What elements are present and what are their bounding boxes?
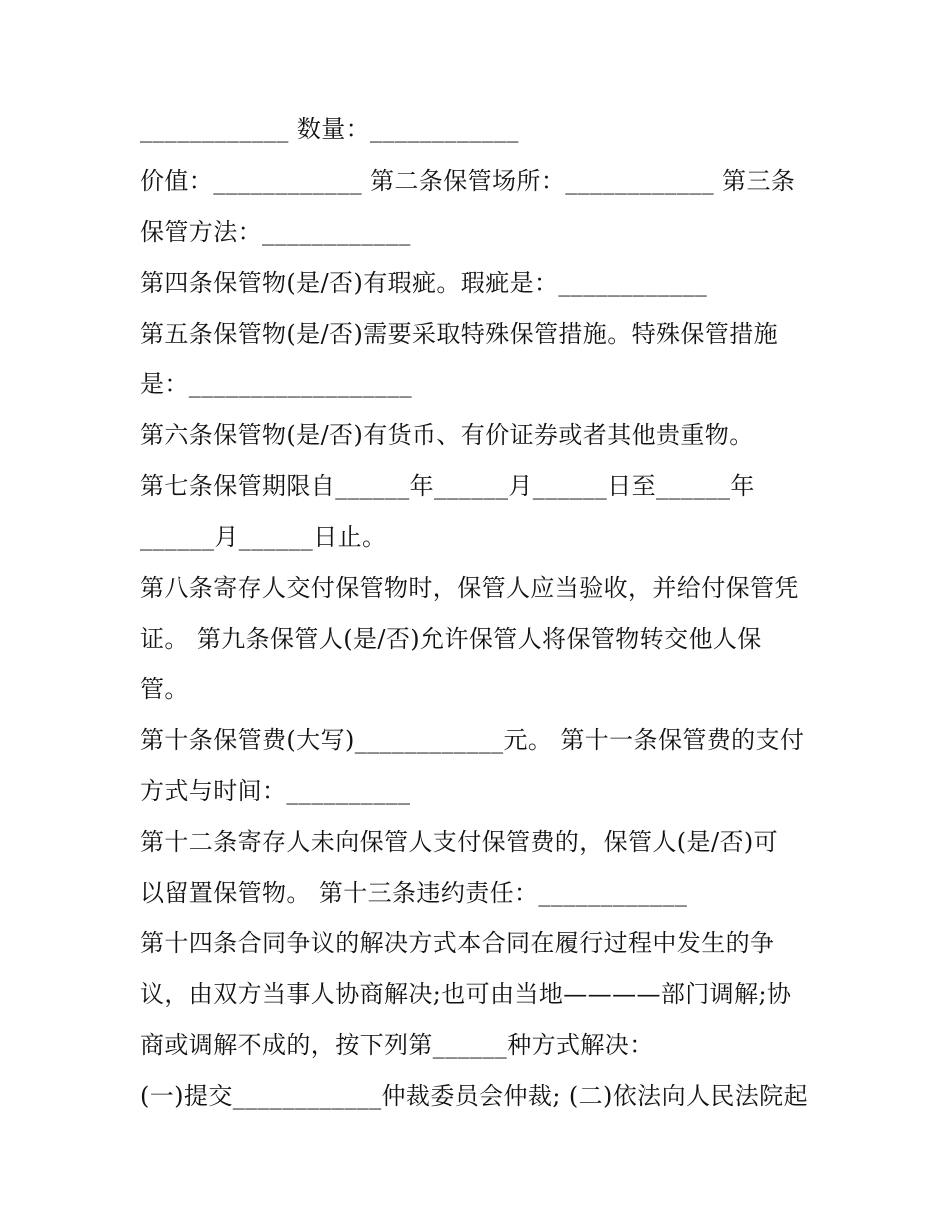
text-line-article-9: 证。 第九条保管人(是/否)允许保管人将保管物转交他人保 xyxy=(140,625,762,653)
text-line-article-13: 以留置保管物。 第十三条违约责任：____________ xyxy=(140,879,688,907)
text-line-article-10: 第十条保管费(大写)____________元。 第十一条保管费的支付 xyxy=(140,726,805,754)
text-line-quantity: ____________ 数量：____________ xyxy=(140,115,519,143)
text-line-article-9-cont: 管。 xyxy=(140,675,189,703)
text-line-article-7-cont: ______月______日止。 xyxy=(140,523,387,551)
text-line-dispute-options: (一)提交____________仲裁委员会仲裁; (二)依法向人民法院起 xyxy=(140,1082,808,1110)
text-line-value-storage-place: 价值：____________ 第二条保管场所：____________ 第三条 xyxy=(140,167,796,195)
text-line-article-4: 第四条保管物(是/否)有瑕疵。瑕疵是：____________ xyxy=(140,269,708,297)
text-line-article-8: 第八条寄存人交付保管物时，保管人应当验收，并给付保管凭 xyxy=(140,574,799,602)
text-line-article-7: 第七条保管期限自______年______月______日至______年 xyxy=(140,472,755,500)
text-line-storage-method: 保管方法：____________ xyxy=(140,218,411,246)
text-line-article-14-cont1: 议，由双方当事人协商解决;也可由当地————部门调解;协 xyxy=(140,980,792,1008)
text-line-article-5: 第五条保管物(是/否)需要采取特殊保管措施。特殊保管措施 xyxy=(140,320,779,348)
text-line-article-14-cont2: 商或调解不成的，按下列第______种方式解决： xyxy=(140,1031,654,1059)
text-line-article-6: 第六条保管物(是/否)有货币、有价证券或者其他贵重物。 xyxy=(140,421,754,449)
text-line-article-12: 第十二条寄存人未向保管人支付保管费的，保管人(是/否)可 xyxy=(140,828,779,856)
text-line-article-5-cont: 是：__________________ xyxy=(140,370,412,398)
text-line-article-14: 第十四条合同争议的解决方式本合同在履行过程中发生的争 xyxy=(140,929,775,957)
text-line-article-11-cont: 方式与时间：__________ xyxy=(140,777,411,805)
